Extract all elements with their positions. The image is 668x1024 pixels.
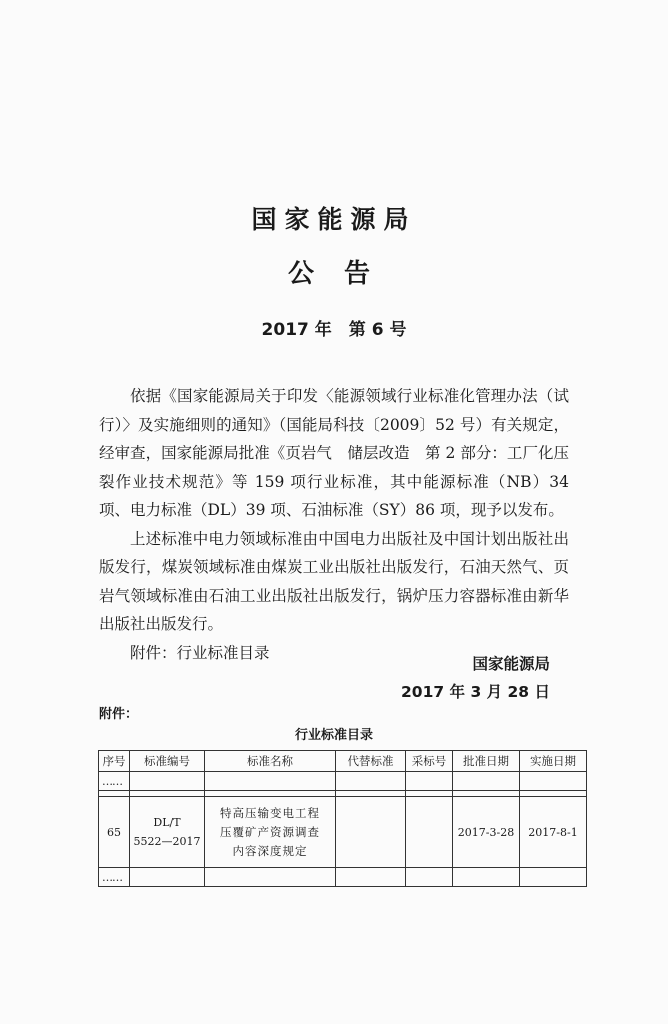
name-line: 内容深度规定 bbox=[232, 843, 308, 858]
notice-body bbox=[99, 382, 569, 667]
paragraph-attachment-ref: 附件：行业标准目录 bbox=[130, 643, 270, 662]
table-cell bbox=[130, 772, 205, 791]
cell-effective-date: 2017-8-1 bbox=[520, 797, 587, 868]
cell-replaces bbox=[336, 797, 406, 868]
issue-number: 2017 年 第 6 号 bbox=[261, 320, 407, 340]
table-row-ellipsis bbox=[99, 868, 587, 887]
signature-block bbox=[380, 650, 550, 706]
signature-org: 国家能源局 bbox=[472, 655, 550, 673]
cell-seq: 65 bbox=[99, 797, 130, 868]
name-line: 压覆矿产资源调查 bbox=[220, 824, 320, 839]
header-replaces: 代替标准 bbox=[336, 751, 406, 772]
table-cell bbox=[205, 772, 336, 791]
org-title: 国家能源局 bbox=[251, 205, 417, 234]
table-cell bbox=[406, 868, 453, 887]
signature-date: 2017 年 3 月 28 日 bbox=[401, 683, 550, 701]
ellipsis-cell: …… bbox=[99, 868, 130, 887]
table-header-row bbox=[99, 751, 587, 772]
table-cell bbox=[406, 772, 453, 791]
table-cell bbox=[130, 868, 205, 887]
table-cell bbox=[205, 868, 336, 887]
attachment-label: 附件： bbox=[99, 707, 139, 722]
cell-approval-date: 2017-3-28 bbox=[453, 797, 520, 868]
code-line: 5522—2017 bbox=[133, 835, 201, 848]
table-cell bbox=[453, 868, 520, 887]
table-caption: 行业标准目录 bbox=[294, 728, 373, 743]
table-row-ellipsis bbox=[99, 772, 587, 791]
cell-name bbox=[205, 797, 336, 868]
cell-code bbox=[130, 797, 205, 868]
table-cell bbox=[453, 772, 520, 791]
header-approval-date: 批准日期 bbox=[453, 751, 520, 772]
table-cell bbox=[336, 868, 406, 887]
table-row bbox=[99, 797, 587, 868]
header-code: 标准编号 bbox=[130, 751, 205, 772]
table-cell bbox=[520, 772, 587, 791]
table-cell bbox=[336, 772, 406, 791]
cell-adopted bbox=[406, 797, 453, 868]
name-line: 特高压输变电工程 bbox=[220, 805, 320, 820]
code-line: DL/T bbox=[153, 816, 181, 829]
table-cell bbox=[520, 868, 587, 887]
header-adopted: 采标号 bbox=[406, 751, 453, 772]
notice-title: 公告 bbox=[287, 259, 400, 289]
ellipsis-cell: …… bbox=[99, 772, 130, 791]
standards-table bbox=[98, 750, 587, 887]
header-name: 标准名称 bbox=[205, 751, 336, 772]
header-effective-date: 实施日期 bbox=[520, 751, 587, 772]
header-seq: 序号 bbox=[99, 751, 130, 772]
paragraph-basis: 依据《国家能源局关于印发〈能源领域行业标准化管理办法（试行）〉及实施细则的通知》（国能局科技〔2009〕52 号）有关规定，经审查，国家能源局批准《页岩气 储层改造 第 2 部分：工厂化压裂作业技术规范》等 159 项行业标准，其中能源标准（NB）34 项、电力标准（DL）39 项、石油标准（SY）86 项，现予以发布。 bbox=[99, 387, 569, 519]
paragraph-publishers: 上述标准中电力领域标准由中国电力出版社及中国计划出版社出版发行，煤炭领域标准由煤炭工业出版社出版发行，石油天然气、页岩气领域标准由石油工业出版社出版发行，锅炉压力容器标准由新华出版社出版发行。 bbox=[99, 529, 569, 633]
